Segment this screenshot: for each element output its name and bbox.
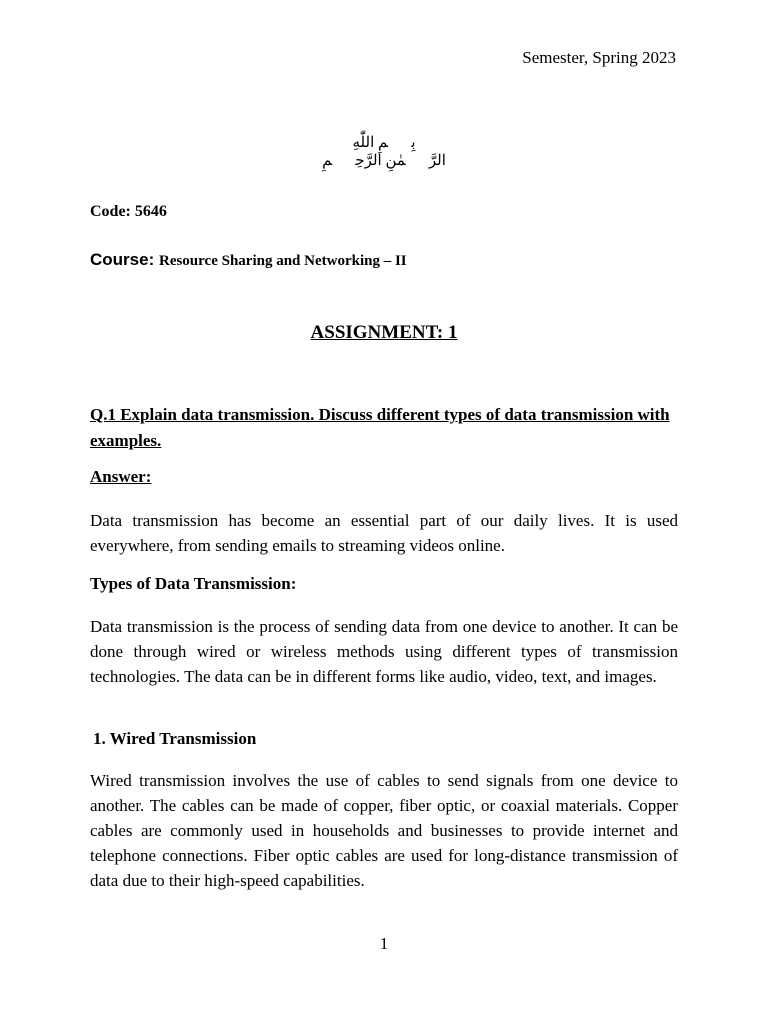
answer-intro-paragraph: Data transmission has become an essential part of our daily lives. It is used everywhere, from sending emails to streaming videos online. bbox=[90, 511, 678, 555]
semester-label: Semester, Spring 2023 bbox=[522, 48, 676, 67]
course-code: Code: 5646 bbox=[90, 203, 167, 220]
bismillah-line-1: بِسۡمِ اللّٰهِ bbox=[352, 135, 416, 151]
assignment-title: ASSIGNMENT: 1 bbox=[310, 322, 458, 343]
bismillah-calligraphy bbox=[0, 134, 768, 170]
wired-paragraph: Wired transmission involves the use of cables to send signals from one device to another. The cables can be made of copper, fiber optic, or coaxial materials. Copper cables are commonly used in households and businesses to provide internet and telephone connections. Fiber optic cables are used for long-distance transmission of data due to their high-speed capabilities. bbox=[90, 771, 678, 890]
course-label: Course: bbox=[90, 250, 155, 269]
course-name: Resource Sharing and Networking – II bbox=[158, 253, 407, 269]
types-heading: Types of Data Transmission: bbox=[90, 574, 297, 593]
wired-heading: 1. Wired Transmission bbox=[93, 729, 257, 748]
answer-label: Answer: bbox=[90, 467, 152, 486]
types-paragraph: Data transmission is the process of sending data from one device to another. It can be done through wired or wireless methods using different types of transmission technologies. The data can be in different forms like audio, video, text, and images. bbox=[90, 617, 678, 686]
question-text: Q.1 Explain data transmission. Discuss different types of data transmission with examples. bbox=[90, 405, 670, 450]
course-line bbox=[90, 249, 407, 271]
bismillah-line-2: الرَّحۡمٰنِ الرَّحِيۡمِ bbox=[322, 153, 446, 169]
page-number: 1 bbox=[379, 934, 389, 953]
